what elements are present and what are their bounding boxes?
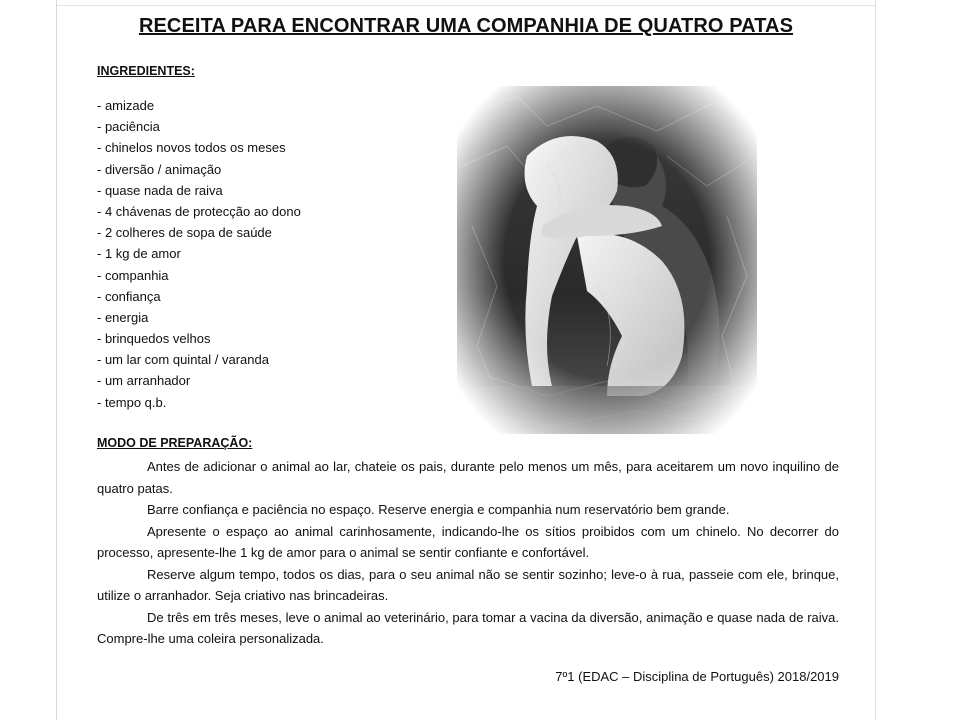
preparation-paragraph: Barre confiança e paciência no espaço. Reserve energia e companhia num reservatório bem grande.	[147, 502, 730, 517]
ingredients-heading: INGREDIENTES:	[97, 64, 195, 78]
preparation-paragraph: Apresente o espaço ao animal carinhosamente, indicando-lhe os sítios proibidos com um chinelo. No decorrer do processo, apresente-lhe 1 kg de amor para o animal se sentir confiante e confortável.	[97, 523, 839, 560]
ingredient-item: - 4 chávenas de protecção ao dono	[97, 203, 301, 219]
ingredient-item: - companhia	[97, 267, 169, 283]
preparation-paragraph: De três em três meses, leve o animal ao veterinário, para tomar a vacina da diversão, animação e quase nada de raiva. Compre-lhe uma coleira personalizada.	[97, 609, 839, 646]
person-hugging-dog-sketch-image	[457, 86, 757, 434]
document-footer: 7º1 (EDAC – Disciplina de Português) 2018/2019	[555, 669, 839, 684]
ingredient-item: - confiança	[97, 288, 161, 304]
ingredient-item: - paciência	[97, 119, 160, 135]
ingredient-item: - brinquedos velhos	[97, 331, 211, 347]
ingredient-item: - um arranhador	[97, 373, 191, 389]
document-page	[56, 0, 876, 720]
ingredient-item: - um lar com quintal / varanda	[97, 352, 269, 368]
ingredient-item: - energia	[97, 309, 149, 325]
ingredient-item: - amizade	[97, 98, 155, 113]
preparation-paragraph: Antes de adicionar o animal ao lar, chateie os pais, durante pelo menos um mês, para aceitarem um novo inquilino de quatro patas.	[97, 459, 839, 496]
ingredient-item: - quase nada de raiva	[97, 182, 223, 198]
preparation-heading: MODO DE PREPARAÇÃO:	[97, 436, 253, 450]
ingredient-item: - tempo q.b.	[97, 394, 167, 410]
document-title: RECEITA PARA ENCONTRAR UMA COMPANHIA DE QUATRO PATAS	[138, 15, 794, 37]
ingredient-item: - 1 kg de amor	[97, 246, 181, 262]
ingredient-item: - diversão / animação	[97, 161, 222, 177]
preparation-text	[97, 456, 839, 650]
preparation-paragraph: Reserve algum tempo, todos os dias, para o seu animal não se sentir sozinho; leve-o à rua, passeie com ele, brinque, utilize o arranhador. Seja criativo nas brincadeiras.	[97, 566, 839, 603]
page-top-border	[57, 5, 875, 6]
ingredients-list	[97, 95, 301, 413]
ingredient-item: - 2 colheres de sopa de saúde	[97, 225, 272, 241]
ingredient-item: - chinelos novos todos os meses	[97, 140, 286, 156]
